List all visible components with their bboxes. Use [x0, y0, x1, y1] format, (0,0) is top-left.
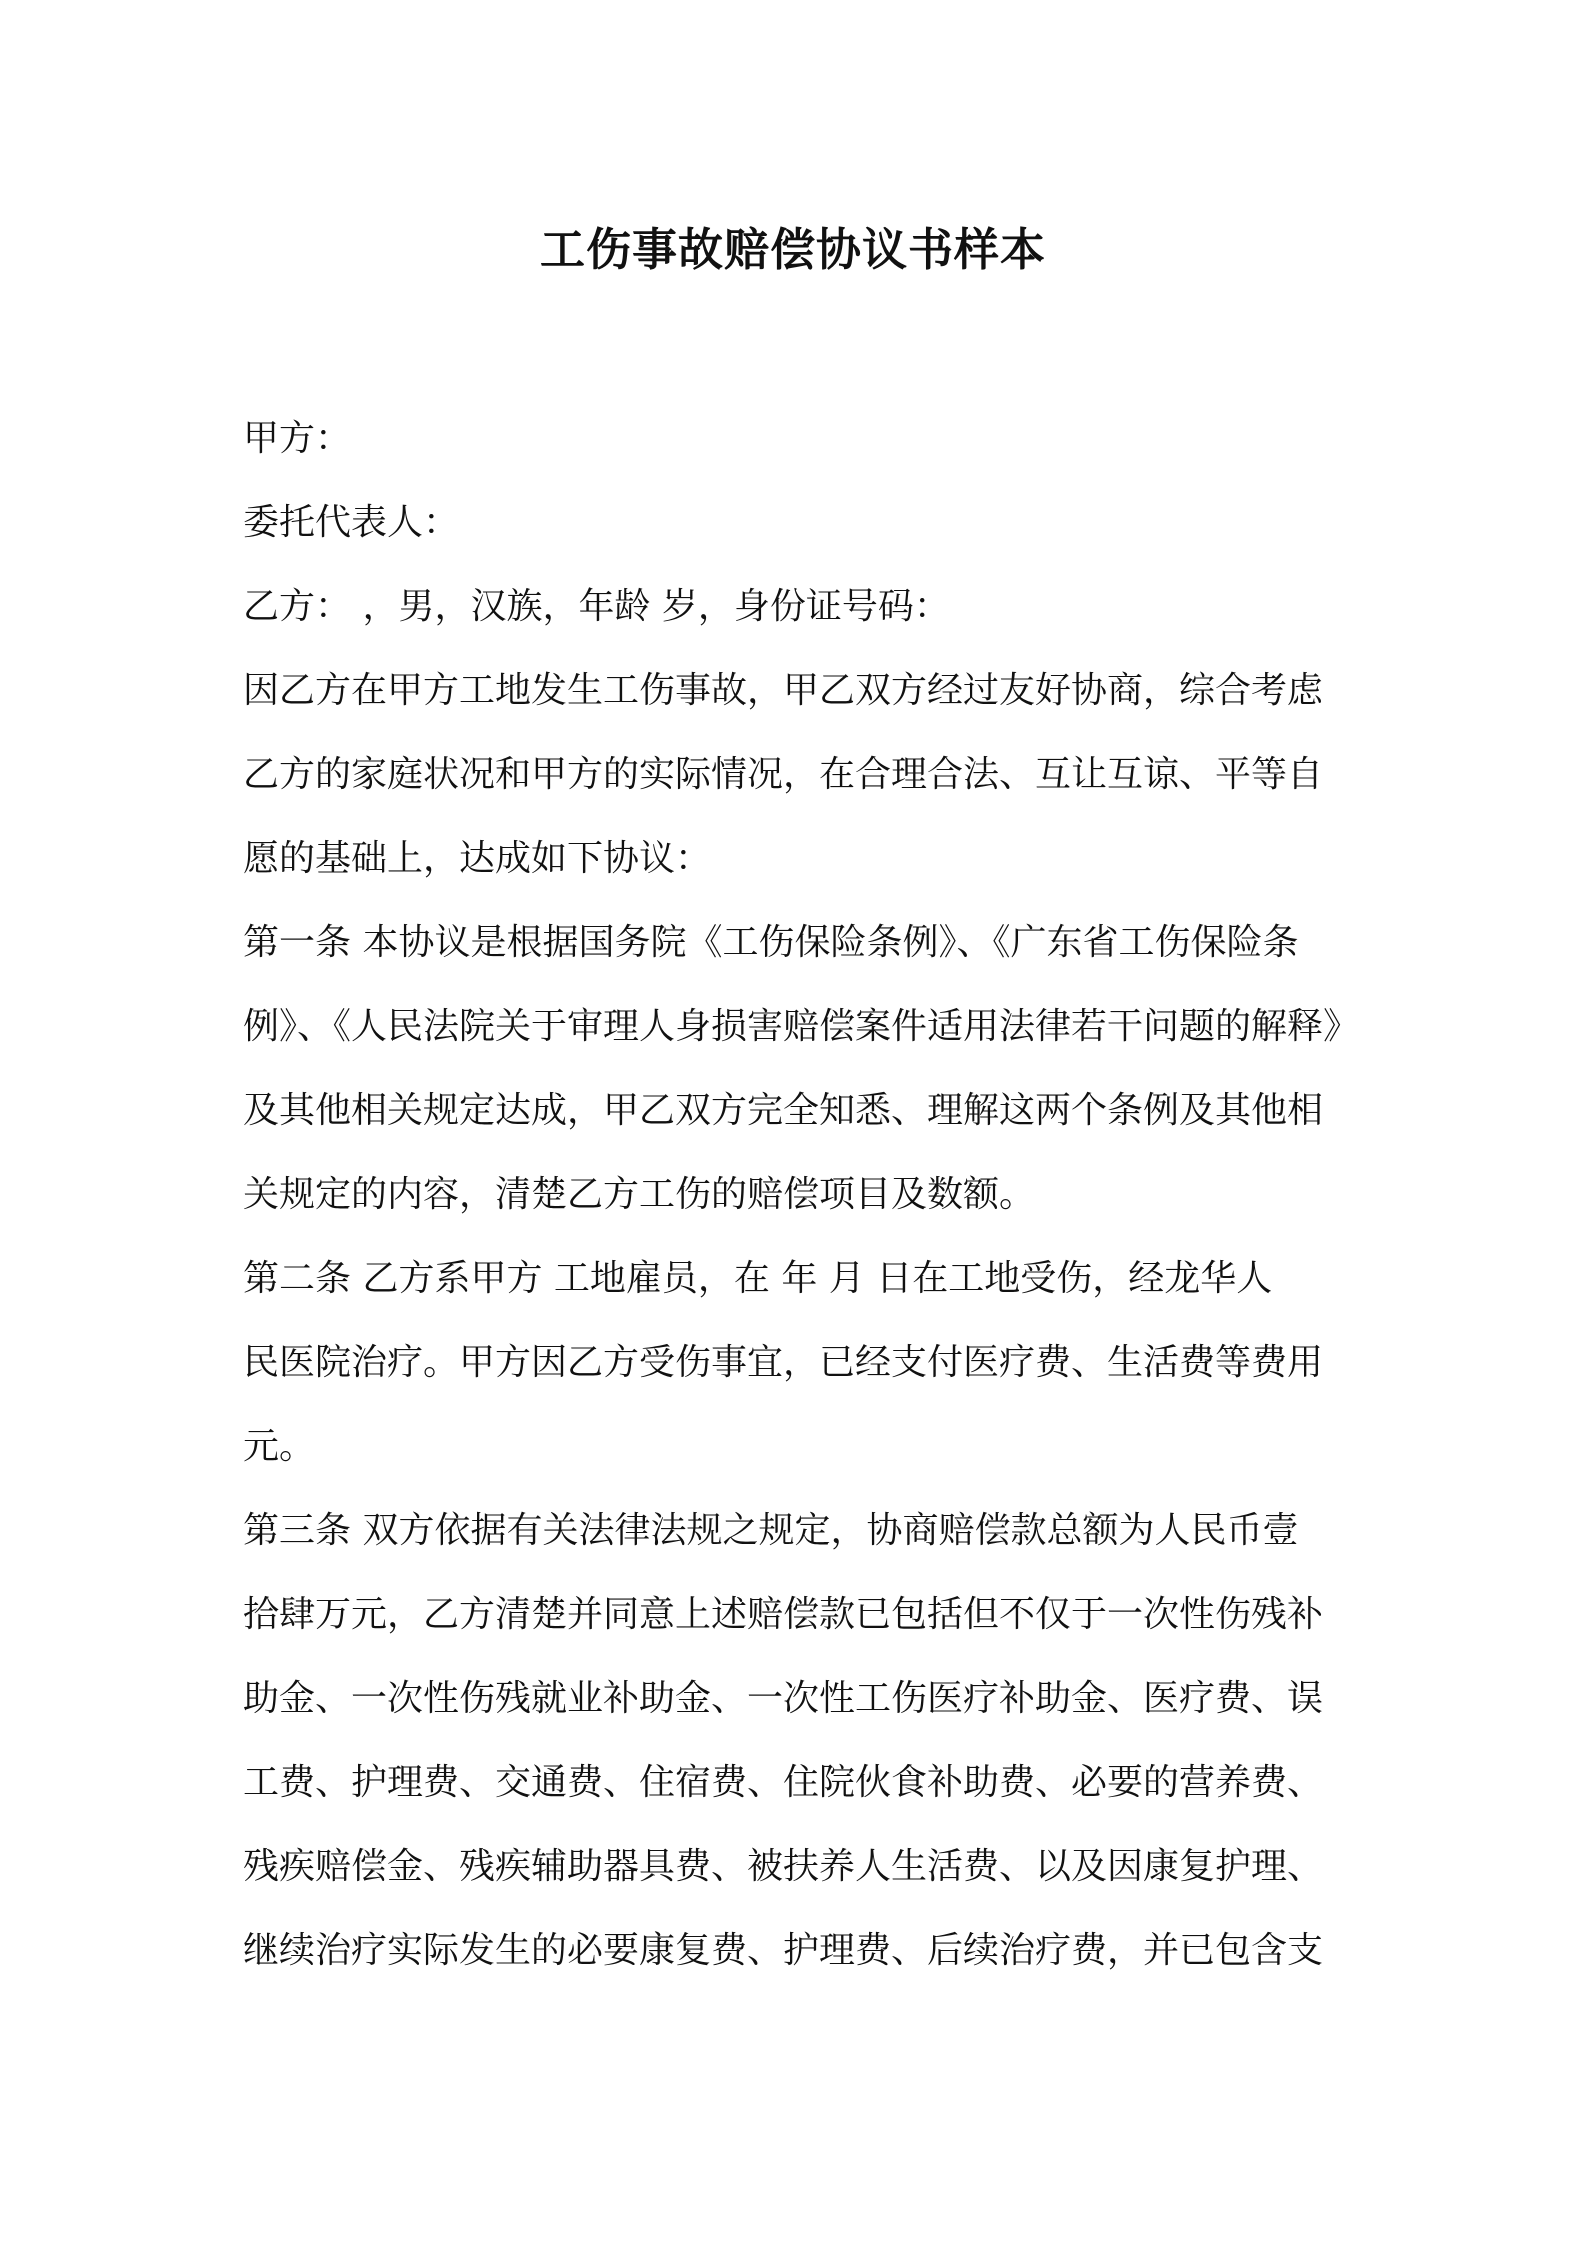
document-body [243, 397, 1363, 1993]
body-line: 残疾赔偿金、残疾辅助器具费、被扶养人生活费、以及因康复护理、 [243, 1846, 1324, 1887]
body-line: 民医院治疗。甲方因乙方受伤事宜，已经支付医疗费、生活费等费用 [243, 1342, 1324, 1383]
article-3-line: 第三条 双方依据有关法律法规之规定，协商赔偿款总额为人民币壹 [243, 1510, 1299, 1551]
body-line: 例》、《人民法院关于审理人身损害赔偿案件适用法律若干问题的解释》 [243, 1006, 1360, 1047]
body-line: 元。 [243, 1426, 316, 1467]
party-b-line: 乙方： ，男，汉族，年龄 岁，身份证号码： [243, 586, 950, 627]
body-line: 助金、一次性伤残就业补助金、一次性工伤医疗补助金、医疗费、误 [243, 1678, 1324, 1719]
body-line: 继续治疗实际发生的必要康复费、护理费、后续治疗费，并已包含支 [243, 1930, 1324, 1971]
article-1-line: 第一条 本协议是根据国务院《工伤保险条例》、《广东省工伤保险条 [243, 922, 1299, 963]
body-line: 关规定的内容，清楚乙方工伤的赔偿项目及数额。 [243, 1174, 1036, 1215]
party-a-line: 甲方： [243, 418, 352, 459]
body-line: 拾肆万元，乙方清楚并同意上述赔偿款已包括但不仅于一次性伤残补 [243, 1594, 1324, 1635]
article-2-line: 第二条 乙方系甲方 工地雇员，在 年 月 日在工地受伤，经龙华人 [243, 1258, 1273, 1299]
document-title: 工伤事故赔偿协议书样本 [539, 223, 1046, 276]
body-line: 因乙方在甲方工地发生工伤事故，甲乙双方经过友好协商，综合考虑 [243, 670, 1324, 711]
body-line: 及其他相关规定达成，甲乙双方完全知悉、理解这两个条例及其他相 [243, 1090, 1324, 1131]
body-line: 工费、护理费、交通费、住宿费、住院伙食补助费、必要的营养费、 [243, 1762, 1324, 1803]
representative-line: 委托代表人： [243, 502, 460, 543]
body-line: 乙方的家庭状况和甲方的实际情况，在合理合法、互让互谅、平等自 [243, 754, 1324, 795]
body-line: 愿的基础上，达成如下协议： [243, 838, 712, 879]
